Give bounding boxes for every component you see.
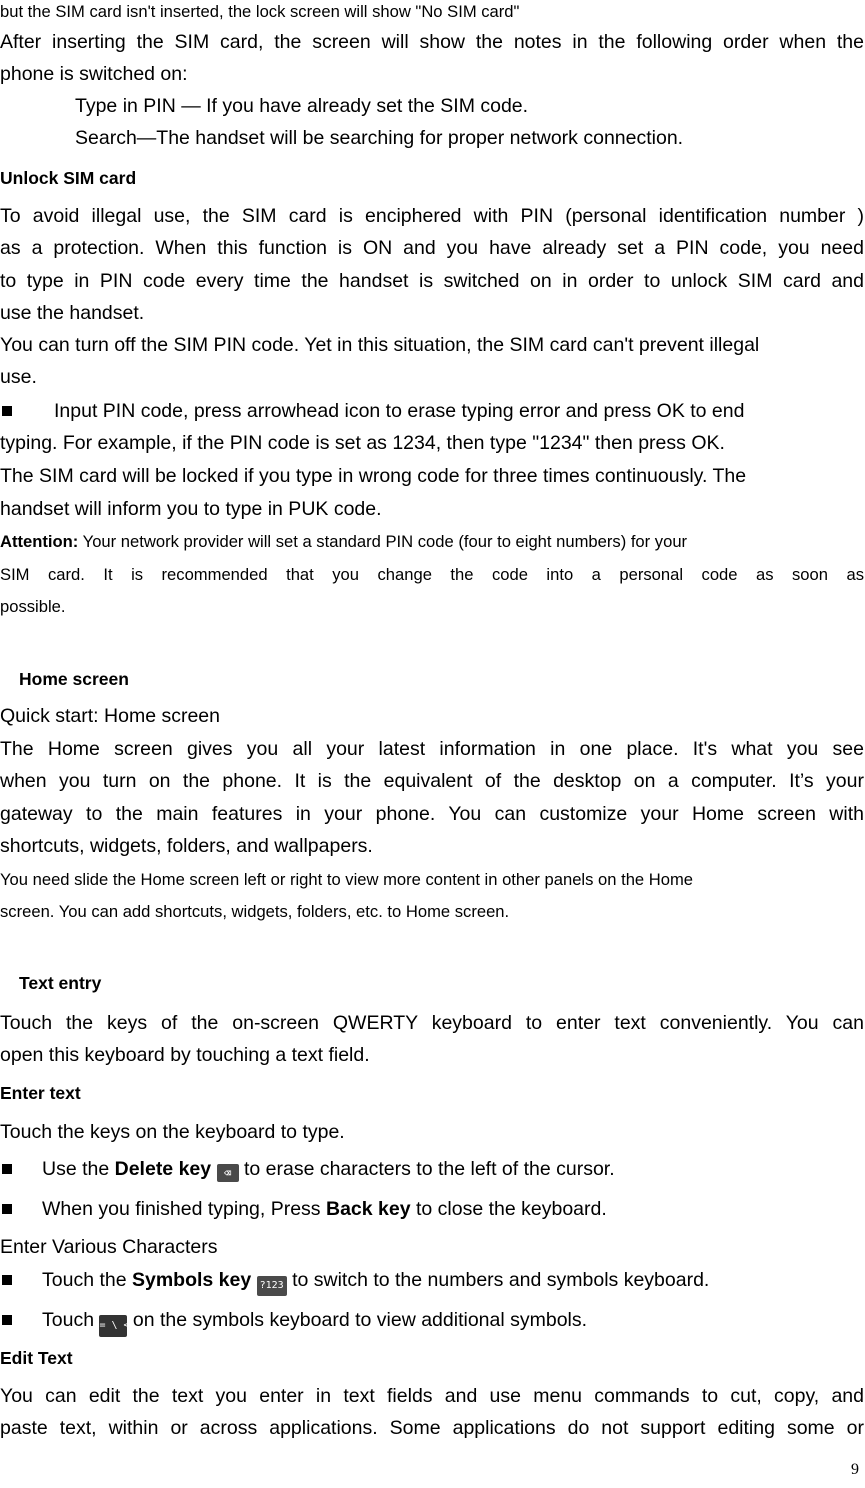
text-line: After inserting the SIM card, the screen will show the notes in the following order when the — [0, 31, 864, 53]
more-symbols-icon: = \ < — [99, 1315, 127, 1337]
bullet-item: Use the Delete key ⌫ to erase characters to the left of the cursor. — [0, 1157, 615, 1182]
section-heading: Text entry — [19, 973, 102, 993]
bullet-icon — [2, 1315, 12, 1325]
bullet-icon — [2, 1204, 12, 1214]
section-heading: Edit Text — [0, 1348, 73, 1368]
delete-key-icon: ⌫ — [217, 1164, 239, 1182]
text-line: Search—The handset will be searching for proper network connection. — [75, 127, 684, 149]
text-line: Quick start: Home screen — [0, 705, 220, 727]
text-line: as a protection. When this function is ON and you have already set a PIN code, you need — [0, 237, 864, 259]
text-line: The Home screen gives you all your latest information in one place. It's what you see — [0, 738, 864, 760]
text-line: To avoid illegal use, the SIM card is enciphered with PIN (personal identification number ) — [0, 205, 864, 227]
text-line: handset will inform you to type in PUK code. — [0, 498, 382, 520]
text-line: screen. You can add shortcuts, widgets, folders, etc. to Home screen. — [0, 902, 510, 921]
text-line: Enter Various Characters — [0, 1236, 218, 1258]
attention-line — [0, 530, 687, 554]
delete-key-label: Delete key — [114, 1158, 212, 1180]
text-line: The SIM card will be locked if you type in wrong code for three times continuously. The — [0, 465, 747, 487]
text-line: paste text, within or across applications. Some applications do not support editing some or — [0, 1417, 864, 1439]
text-line: use the handset. — [0, 302, 145, 324]
symbols-key-label: Symbols key — [131, 1269, 252, 1291]
section-heading: Home screen — [19, 669, 129, 689]
bullet-item: When you finished typing, Press Back key to close the keyboard. — [0, 1197, 607, 1221]
text-line: to type in PIN code every time the handset is switched on in order to unlock SIM card and — [0, 270, 864, 292]
bullet-icon — [2, 1275, 12, 1285]
text-line: Type in PIN — If you have already set the SIM code. — [75, 95, 529, 117]
text-line: use. — [0, 366, 37, 388]
text-line: You can turn off the SIM PIN code. Yet in this situation, the SIM card can't prevent illegal — [0, 334, 760, 356]
text-line: but the SIM card isn't inserted, the lock screen will show "No SIM card" — [0, 2, 520, 21]
bullet-item — [0, 399, 744, 423]
bullet-text: Input PIN code, press arrowhead icon to erase typing error and press OK to end — [54, 400, 745, 422]
text-line: Touch the keys of the on-screen QWERTY keyboard to enter text conveniently. You can — [0, 1012, 864, 1034]
bullet-item: Touch = \ < on the symbols keyboard to view additional symbols. — [0, 1308, 587, 1337]
text-line: Touch the keys on the keyboard to type. — [0, 1121, 345, 1143]
symbols-key-icon: ?123 — [257, 1276, 287, 1296]
back-key-label: Back key — [325, 1198, 411, 1220]
text-line: You can edit the text you enter in text fields and use menu commands to cut, copy, and — [0, 1385, 864, 1407]
text-line: gateway to the main features in your phone. You can customize your Home screen with — [0, 803, 864, 825]
text-line: phone is switched on: — [0, 63, 188, 85]
section-heading: Unlock SIM card — [0, 168, 137, 188]
bullet-icon — [2, 1164, 12, 1174]
attention-label: Attention: — [0, 532, 79, 551]
bullet-item: Touch the Symbols key ?123 to switch to the numbers and symbols keyboard. — [0, 1268, 709, 1296]
text-line: shortcuts, widgets, folders, and wallpapers. — [0, 835, 373, 857]
text-line: SIM card. It is recommended that you change the code into a personal code as soon as — [0, 565, 864, 584]
text-line: possible. — [0, 597, 66, 616]
text-line: You need slide the Home screen left or right to view more content in other panels on the Home — [0, 870, 694, 889]
text-line: typing. For example, if the PIN code is set as 1234, then type "1234" then press OK. — [0, 432, 725, 454]
section-heading: Enter text — [0, 1083, 81, 1103]
text-line: when you turn on the phone. It is the equivalent of the desktop on a computer. It’s your — [0, 770, 864, 792]
page-number: 9 — [851, 1461, 859, 1478]
bullet-icon — [2, 406, 12, 416]
attention-text: Your network provider will set a standard PIN code (four to eight numbers) for your — [82, 532, 688, 551]
text-line: open this keyboard by touching a text field. — [0, 1044, 370, 1066]
